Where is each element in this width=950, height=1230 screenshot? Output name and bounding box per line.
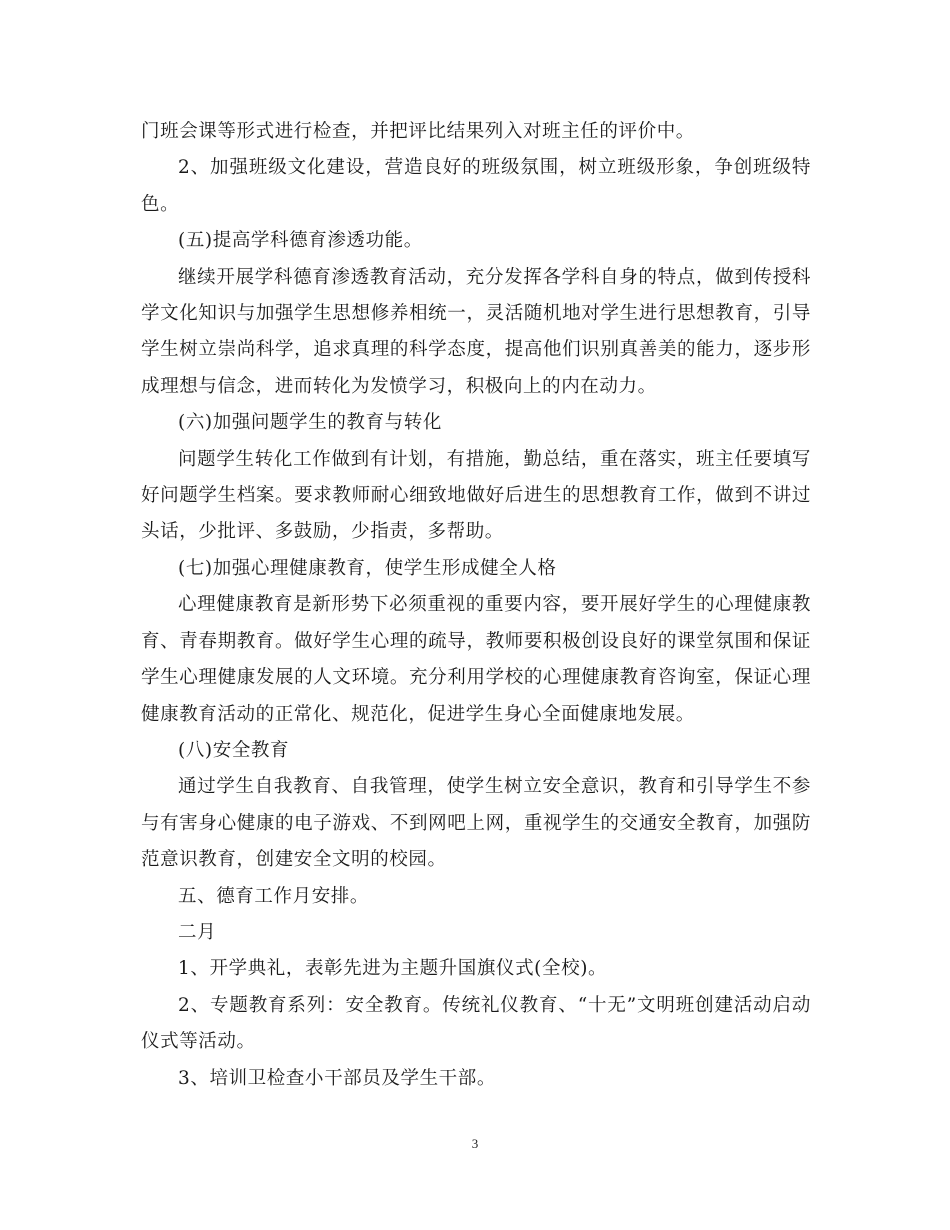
month-heading-february: 二月 [178, 921, 217, 943]
section-heading-8: (八)安全教育 [178, 739, 290, 761]
paragraph-7: 心理健康教育是新形势下必须重视的重要内容，要开展好学生的心理健康教育、青春期教育。做好学生心理的疏导，教师要积极创设良好的课堂氛围和保证学生心理健康发展的人文环境。充分利用学校的心理健康教育咨询室，保证心理健康教育活动的正常化、规范化，促进学生身心全面健康地发展。 [141, 594, 811, 725]
list-item-1: 1、开学典礼，表彰先进为主题升国旗仪式(全校)。 [178, 958, 608, 980]
list-item-2: 2、专题教育系列：安全教育。传统礼仪教育、“十无”文明班创建活动启动仪式等活动。 [141, 994, 811, 1053]
paragraph-0: 门班会课等形式进行检查，并把评比结果列入对班主任的评价中。 [141, 121, 695, 142]
list-item-3: 3、培训卫检查小干部员及学生干部。 [178, 1067, 496, 1089]
section-heading-6: (六)加强问题学生的教育与转化 [178, 412, 442, 434]
section-heading-5: (五)提高学科德育渗透功能。 [178, 230, 423, 252]
section-heading-7: (七)加强心理健康教育，使学生形成健全人格 [178, 557, 557, 579]
document-body [141, 114, 811, 1097]
paragraph-3: 继续开展学科德育渗透教育活动，充分发挥各学科自身的特点，做到传授科学文化知识与加强学生思想修养相统一，灵活随机地对学生进行思想教育，引导学生树立崇尚科学，追求真理的科学态度，提高他们识别真善美的能力，逐步形成理想与信念，进而转化为发愤学习，积极向上的内在动力。 [141, 266, 811, 397]
paragraph-9: 通过学生自我教育、自我管理，使学生树立安全意识，教育和引导学生不参与有害身心健康的电子游戏、不到网吧上网，重视学生的交通安全教育，加强防范意识教育，创建安全文明的校园。 [141, 776, 811, 871]
paragraph-5: 问题学生转化工作做到有计划，有措施，勤总结，重在落实，班主任要填写好问题学生档案。要求教师耐心细致地做好后进生的思想教育工作，做到不讲过头话，少批评、多鼓励，少指责，多帮助。 [141, 448, 811, 543]
chapter-heading-monthly-plan: 五、德育工作月安排。 [178, 885, 370, 907]
paragraph-1: 2、加强班级文化建设，营造良好的班级氛围，树立班级形象，争创班级特色。 [141, 157, 811, 215]
page-number: 3 [471, 1136, 479, 1151]
